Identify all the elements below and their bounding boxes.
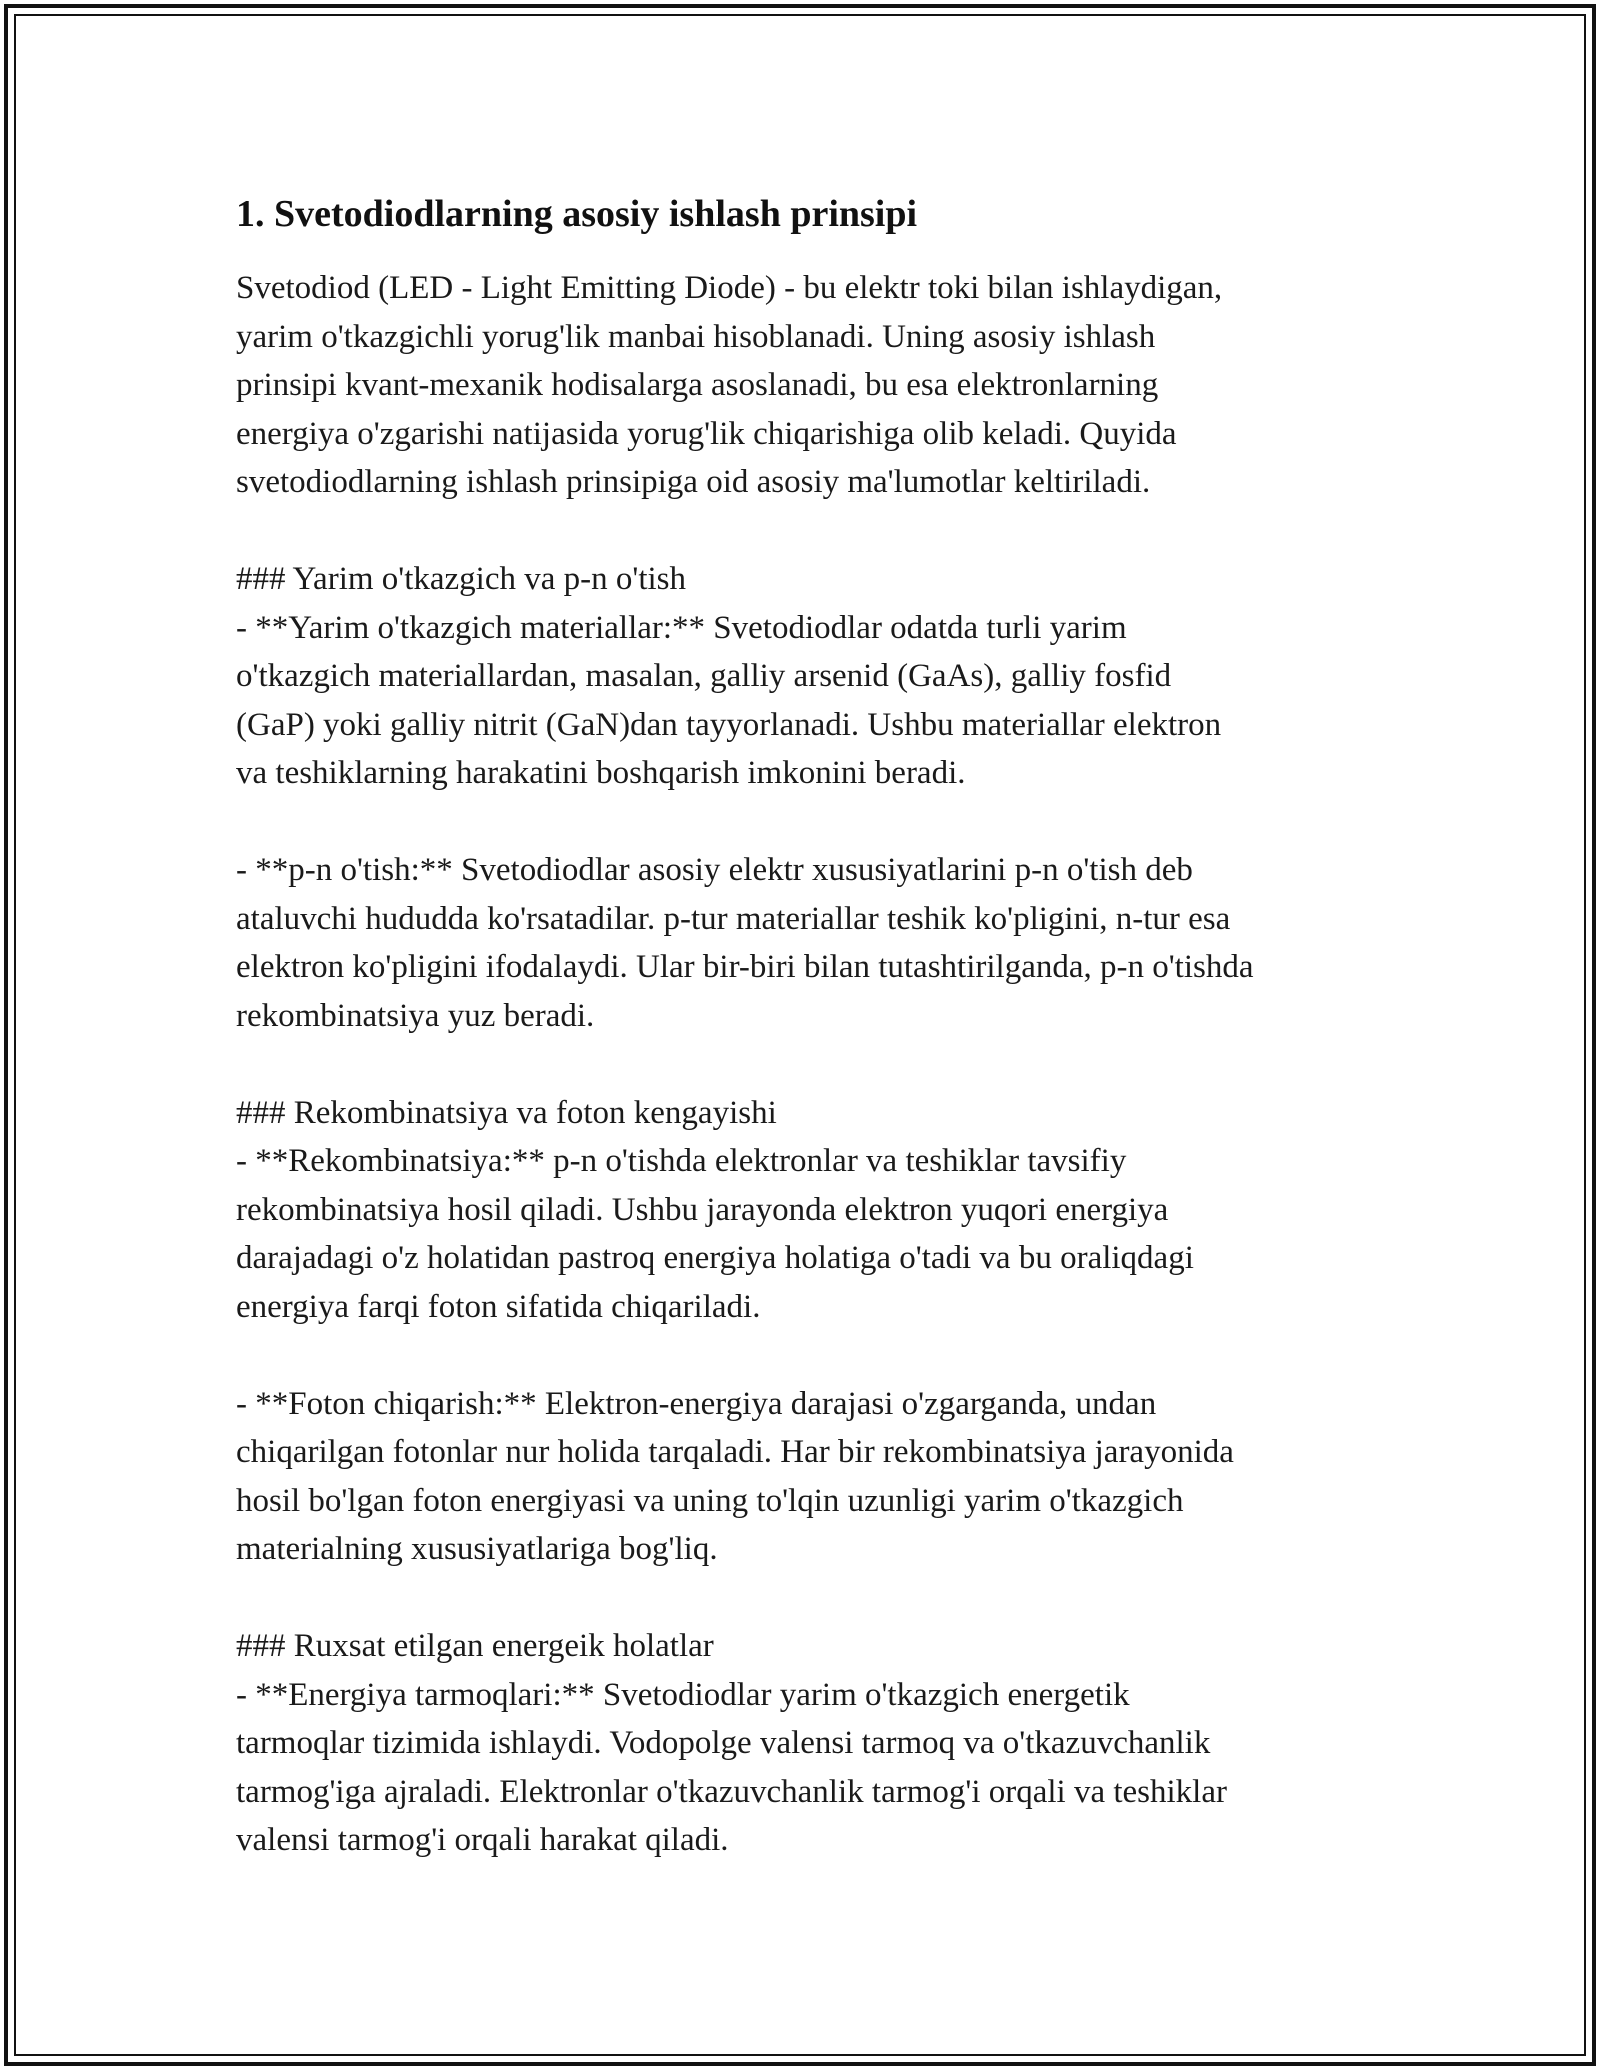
paragraph-gap bbox=[236, 798, 1396, 847]
intro-paragraph: Svetodiod (LED - Light Emitting Diode) - bu elektr toki bilan ishlaydigan, yarim o'tkazgichli yorug'lik manbai hisoblanadi. Uning asosiy ishlash prinsipi kvant-mexanik hodisalarga asoslanadi, bu esa elektronlarning energiya o'zgarishi natijasida yorug'lik chiqarishiga olib keladi. Quyida svetodiodlarning ishlash prinsipiga oid asosiy ma'lumotlar keltiriladi. bbox=[236, 270, 1223, 500]
section-photon-emission: - **Foton chiqarish:** Elektron-energiya darajasi o'zgarganda, undan chiqarilgan fotonlar nur holida tarqaladi. Har bir rekombinatsiya jarayonida hosil bo'lgan foton energiyasi va uning to'lqin uzunligi yarim o'tkazgich materialning xususiyatlariga bog'liq. bbox=[236, 1385, 1234, 1567]
document-body bbox=[236, 186, 1396, 1865]
page-title: 1. Svetodiodlarning asosiy ishlash prinsipi bbox=[236, 193, 918, 235]
paragraph-gap bbox=[236, 1574, 1396, 1623]
section-energy-bands: ### Ruxsat etilgan energeik holatlar - **Energiya tarmoqlari:** Svetodiodlar yarim o'tkazgich energetik tarmoqlar tizimida ishlaydi. Vodopolge valensi tarmoq va o'tkazuvchanlik tarmog'iga ajraladi. Elektronlar o'tkazuvchanlik tarmog'i orqali va teshiklar valensi tarmog'i orqali harakat qiladi. bbox=[236, 1628, 1227, 1858]
paragraph-gap bbox=[236, 1331, 1396, 1380]
paragraph-gap bbox=[236, 507, 1396, 556]
section-semiconductor-materials: ### Yarim o'tkazgich va p-n o'tish - **Yarim o'tkazgich materiallar:** Svetodiodlar odatda turli yarim o'tkazgich materiallardan, masalan, galliy arsenid (GaAs), galliy fosfid (GaP) yoki galliy nitrit (GaN)dan tayyorlanadi. Ushbu materiallar elektron va teshiklarning harakatini boshqarish imkonini beradi. bbox=[236, 561, 1222, 791]
section-pn-junction: - **p-n o'tish:** Svetodiodlar asosiy elektr xususiyatlarini p-n o'tish deb ataluvchi hududda ko'rsatadilar. p-tur materiallar teshik ko'pligini, n-tur esa elektron ko'pligini ifodalaydi. Ular bir-biri bilan tutashtirilganda, p-n o'tishda rekombinatsiya yuz beradi. bbox=[236, 852, 1254, 1034]
section-recombination: ### Rekombinatsiya va foton kengayishi - **Rekombinatsiya:** p-n o'tishda elektronlar va teshiklar tavsifiy rekombinatsiya hosil qiladi. Ushbu jarayonda elektron yuqori energiya darajadagi o'z holatidan pastroq energiya holatiga o'tadi va bu oraliqdagi energiya farqi foton sifatida chiqariladi. bbox=[236, 1094, 1194, 1325]
paragraph-gap bbox=[236, 1040, 1396, 1089]
